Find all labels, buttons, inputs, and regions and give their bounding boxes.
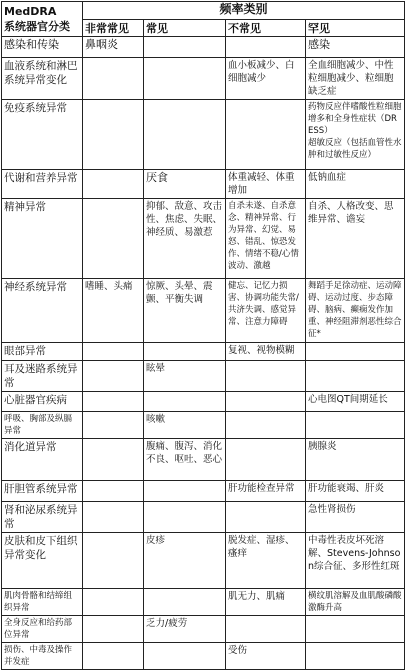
cell-rare: 自杀、人格改变、思维异常、谵妄 [306, 199, 405, 279]
cell-common [144, 343, 226, 361]
cell-common: 咳嗽 [144, 412, 226, 439]
row-class: 神经系统异常 [2, 279, 83, 343]
cell-very-common [83, 481, 144, 502]
cell-uncommon [226, 412, 306, 439]
cell-rare: 低钠血症 [306, 170, 405, 199]
cell-rare [306, 343, 405, 361]
cell-very-common [83, 170, 144, 199]
cell-very-common [83, 643, 144, 670]
table-row [2, 616, 405, 643]
cell-uncommon: 血小板减少、白细胞减少 [226, 58, 306, 100]
header-very-common: 非常常见 [83, 20, 144, 37]
cell-common [144, 481, 226, 502]
cell-common [144, 502, 226, 533]
cell-very-common [83, 439, 144, 481]
table-row [2, 502, 405, 533]
cell-very-common [83, 412, 144, 439]
cell-very-common [83, 589, 144, 616]
cell-rare: 药物反应伴嗜酸性粒细胞增多和全身性症状（DRESS） 超敏反应（包括血管性水肿和过敏性反应） [306, 100, 405, 170]
row-class: 呼吸、胸部及纵膈异常 [2, 412, 83, 439]
table-row [2, 58, 405, 100]
cell-uncommon: 自杀未遂、自杀意念、精神异常、行为异常、幻觉、易怒、错乱、惊恐发作、情绪不稳/心情波动、激越 [226, 199, 306, 279]
header-common: 常见 [144, 20, 226, 37]
cell-very-common [83, 502, 144, 533]
cell-very-common [83, 361, 144, 392]
cell-very-common [83, 100, 144, 170]
row-class: 全身反应和给药部位异常 [2, 616, 83, 643]
cell-uncommon: 复视、视物模糊 [226, 343, 306, 361]
row-class: 耳及迷路系统异常 [2, 361, 83, 392]
table-row [2, 392, 405, 412]
row-class: 感染和传染 [2, 37, 83, 58]
cell-rare: 感染 [306, 37, 405, 58]
cell-uncommon: 肌无力、肌痛 [226, 589, 306, 616]
cell-common: 惊厥、头晕、震颤、平衡失调 [144, 279, 226, 343]
cell-common [144, 58, 226, 100]
row-class: 损伤、中毒及操作并发症 [2, 643, 83, 670]
cell-common: 皮疹 [144, 533, 226, 589]
row-class: 肾和泌尿系统异常 [2, 502, 83, 533]
table-row [2, 361, 405, 392]
cell-uncommon [226, 616, 306, 643]
cell-rare [306, 361, 405, 392]
row-class: 肌肉骨骼和结缔组织异常 [2, 589, 83, 616]
cell-common [144, 589, 226, 616]
header-frequency: 频率类别 [83, 2, 405, 20]
cell-rare: 急性肾损伤 [306, 502, 405, 533]
cell-rare: 舞蹈手足徐动症、运动障碍、运动过度、步态障碍、脑病、癫痫发作加重、神经阻滞剂恶性综合征* [306, 279, 405, 343]
table-row [2, 481, 405, 502]
table-row [2, 37, 405, 58]
cell-uncommon: 健忘、记忆力损害、协调功能失常/共济失调、感觉异常、注意力障碍 [226, 279, 306, 343]
row-class: 肝胆管系统异常 [2, 481, 83, 502]
cell-rare: 肝功能衰竭、肝炎 [306, 481, 405, 502]
cell-uncommon [226, 502, 306, 533]
row-class: 精神异常 [2, 199, 83, 279]
table-row [2, 100, 405, 170]
header-rare: 罕见 [306, 20, 405, 37]
cell-rare [306, 616, 405, 643]
cell-common: 腹痛、腹泻、消化不良、呕吐、恶心 [144, 439, 226, 481]
cell-common [144, 643, 226, 670]
table-row [2, 439, 405, 481]
cell-rare [306, 643, 405, 670]
table-row [2, 199, 405, 279]
cell-very-common [83, 392, 144, 412]
cell-uncommon [226, 100, 306, 170]
row-class: 血液系统和淋巴系统异常变化 [2, 58, 83, 100]
table-row [2, 643, 405, 670]
cell-common [144, 100, 226, 170]
header-uncommon: 不常见 [226, 20, 306, 37]
cell-rare: 横纹肌溶解及血肌酸磷酸激酶升高 [306, 589, 405, 616]
cell-uncommon [226, 37, 306, 58]
cell-uncommon [226, 439, 306, 481]
row-class: 消化道异常 [2, 439, 83, 481]
cell-rare: 心电图QT间期延长 [306, 392, 405, 412]
row-class: 眼部异常 [2, 343, 83, 361]
cell-uncommon: 体重减轻、体重增加 [226, 170, 306, 199]
row-class: 皮肤和皮下组织异常变化 [2, 533, 83, 589]
table-row [2, 170, 405, 199]
cell-rare [306, 412, 405, 439]
cell-common: 眩晕 [144, 361, 226, 392]
row-class: 心脏器官疾病 [2, 392, 83, 412]
cell-common [144, 37, 226, 58]
table-row [2, 589, 405, 616]
cell-very-common: 嗜睡、头痛 [83, 279, 144, 343]
cell-common [144, 392, 226, 412]
cell-very-common [83, 616, 144, 643]
table-row [2, 533, 405, 589]
cell-uncommon [226, 361, 306, 392]
cell-very-common [83, 533, 144, 589]
cell-uncommon: 受伤 [226, 643, 306, 670]
cell-common: 抑郁、敌意、攻击性、焦虑、失眠、神经质、易激惹 [144, 199, 226, 279]
cell-rare: 胰腺炎 [306, 439, 405, 481]
row-class: 免疫系统异常 [2, 100, 83, 170]
cell-rare: 中毒性表皮坏死溶解、Stevens-Johnson综合征、多形性红斑 [306, 533, 405, 589]
table-row [2, 279, 405, 343]
table-row [2, 412, 405, 439]
header-meddra: MedDRA 系统器官分类 [2, 2, 83, 37]
cell-common: 厌食 [144, 170, 226, 199]
row-class: 代谢和营养异常 [2, 170, 83, 199]
cell-rare: 全血细胞减少、中性粒细胞减少、粒细胞缺乏症 [306, 58, 405, 100]
cell-uncommon: 肝功能检查异常 [226, 481, 306, 502]
cell-very-common [83, 58, 144, 100]
cell-very-common [83, 343, 144, 361]
cell-very-common [83, 199, 144, 279]
cell-uncommon: 脱发症、湿疹、瘙痒 [226, 533, 306, 589]
adverse-reactions-table [1, 1, 405, 670]
cell-uncommon [226, 392, 306, 412]
cell-common: 乏力/疲劳 [144, 616, 226, 643]
table-row [2, 343, 405, 361]
cell-very-common: 鼻咽炎 [83, 37, 144, 58]
